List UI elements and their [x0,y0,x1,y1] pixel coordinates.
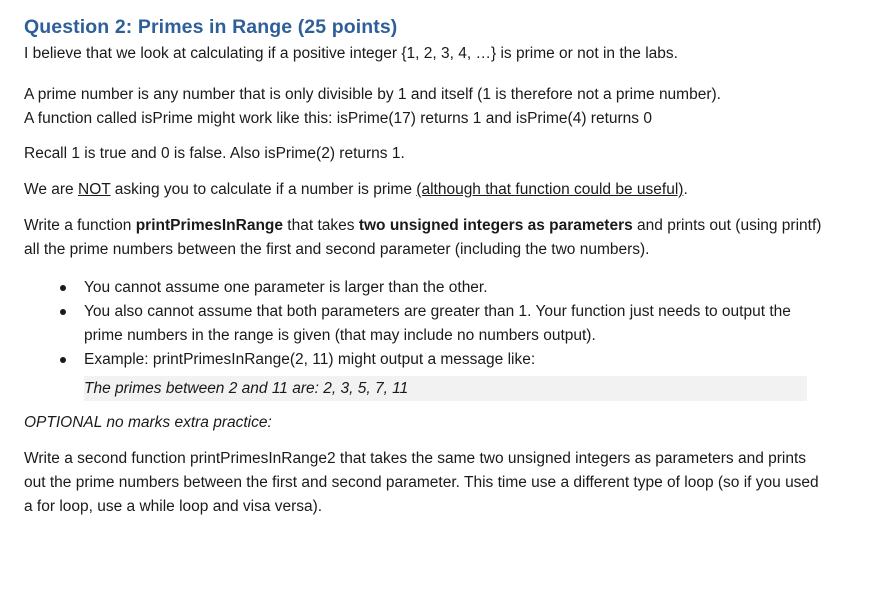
bullet-icon [60,285,66,291]
not-asking-parenthetical: (although that function could be useful) [416,181,684,198]
prime-definition-line1: A prime number is any number that is only divisible by 1 and itself (1 is therefore not a prime number). [24,86,721,103]
list-item [24,348,824,372]
list-item-text: You also cannot assume that both parameters are greater than 1. Your function just needs to output the prime numbers in the range is given (that may include no numbers output). [84,303,791,344]
list-item [24,276,824,300]
question-heading: Question 2: Primes in Range (25 points) [24,16,398,38]
task-pre: Write a function [24,217,136,234]
not-emphasis: NOT [78,181,111,198]
bullet-icon [60,309,66,315]
recall-paragraph: Recall 1 is true and 0 is false. Also isPrime(2) returns 1. [24,145,405,162]
not-asking-end: . [683,181,688,198]
task-params: two unsigned integers as parameters [358,217,633,234]
list-item-text: Example: printPrimesInRange(2, 11) might output a message like: [84,351,536,368]
task-paragraph [24,214,824,262]
requirements-list [24,276,824,372]
example-output-box: The primes between 2 and 11 are: 2, 3, 5, 7, 11 [84,376,807,401]
list-item [24,300,824,348]
document-page [24,14,824,519]
not-asking-paragraph [24,178,824,202]
intro-paragraph: I believe that we look at calculating if a positive integer {1, 2, 3, 4, …} is prime or not in the labs. [24,45,678,62]
optional-label: OPTIONAL no marks extra practice: [24,414,272,431]
bullet-icon [60,357,66,363]
not-asking-pre: We are [24,181,78,198]
prime-definition-line2: A function called isPrime might work like this: isPrime(17) returns 1 and isPrime(4) returns 0 [24,110,652,127]
task-function-name: printPrimesInRange [135,217,283,234]
task-post: and prints out (using printf) all the prime numbers between the first and second parameter (including the two numbers). [24,217,822,258]
task-mid: that takes [283,217,359,234]
not-asking-mid: asking you to calculate if a number is prime [110,181,417,198]
second-task-paragraph: Write a second function printPrimesInRange2 that takes the same two unsigned integers as parameters and prints out the prime numbers between the first and second parameter. This time use a different type of loop (so if you used a for loop, use a while loop and visa versa). [24,450,819,515]
list-item-text: You cannot assume one parameter is larger than the other. [84,279,488,296]
